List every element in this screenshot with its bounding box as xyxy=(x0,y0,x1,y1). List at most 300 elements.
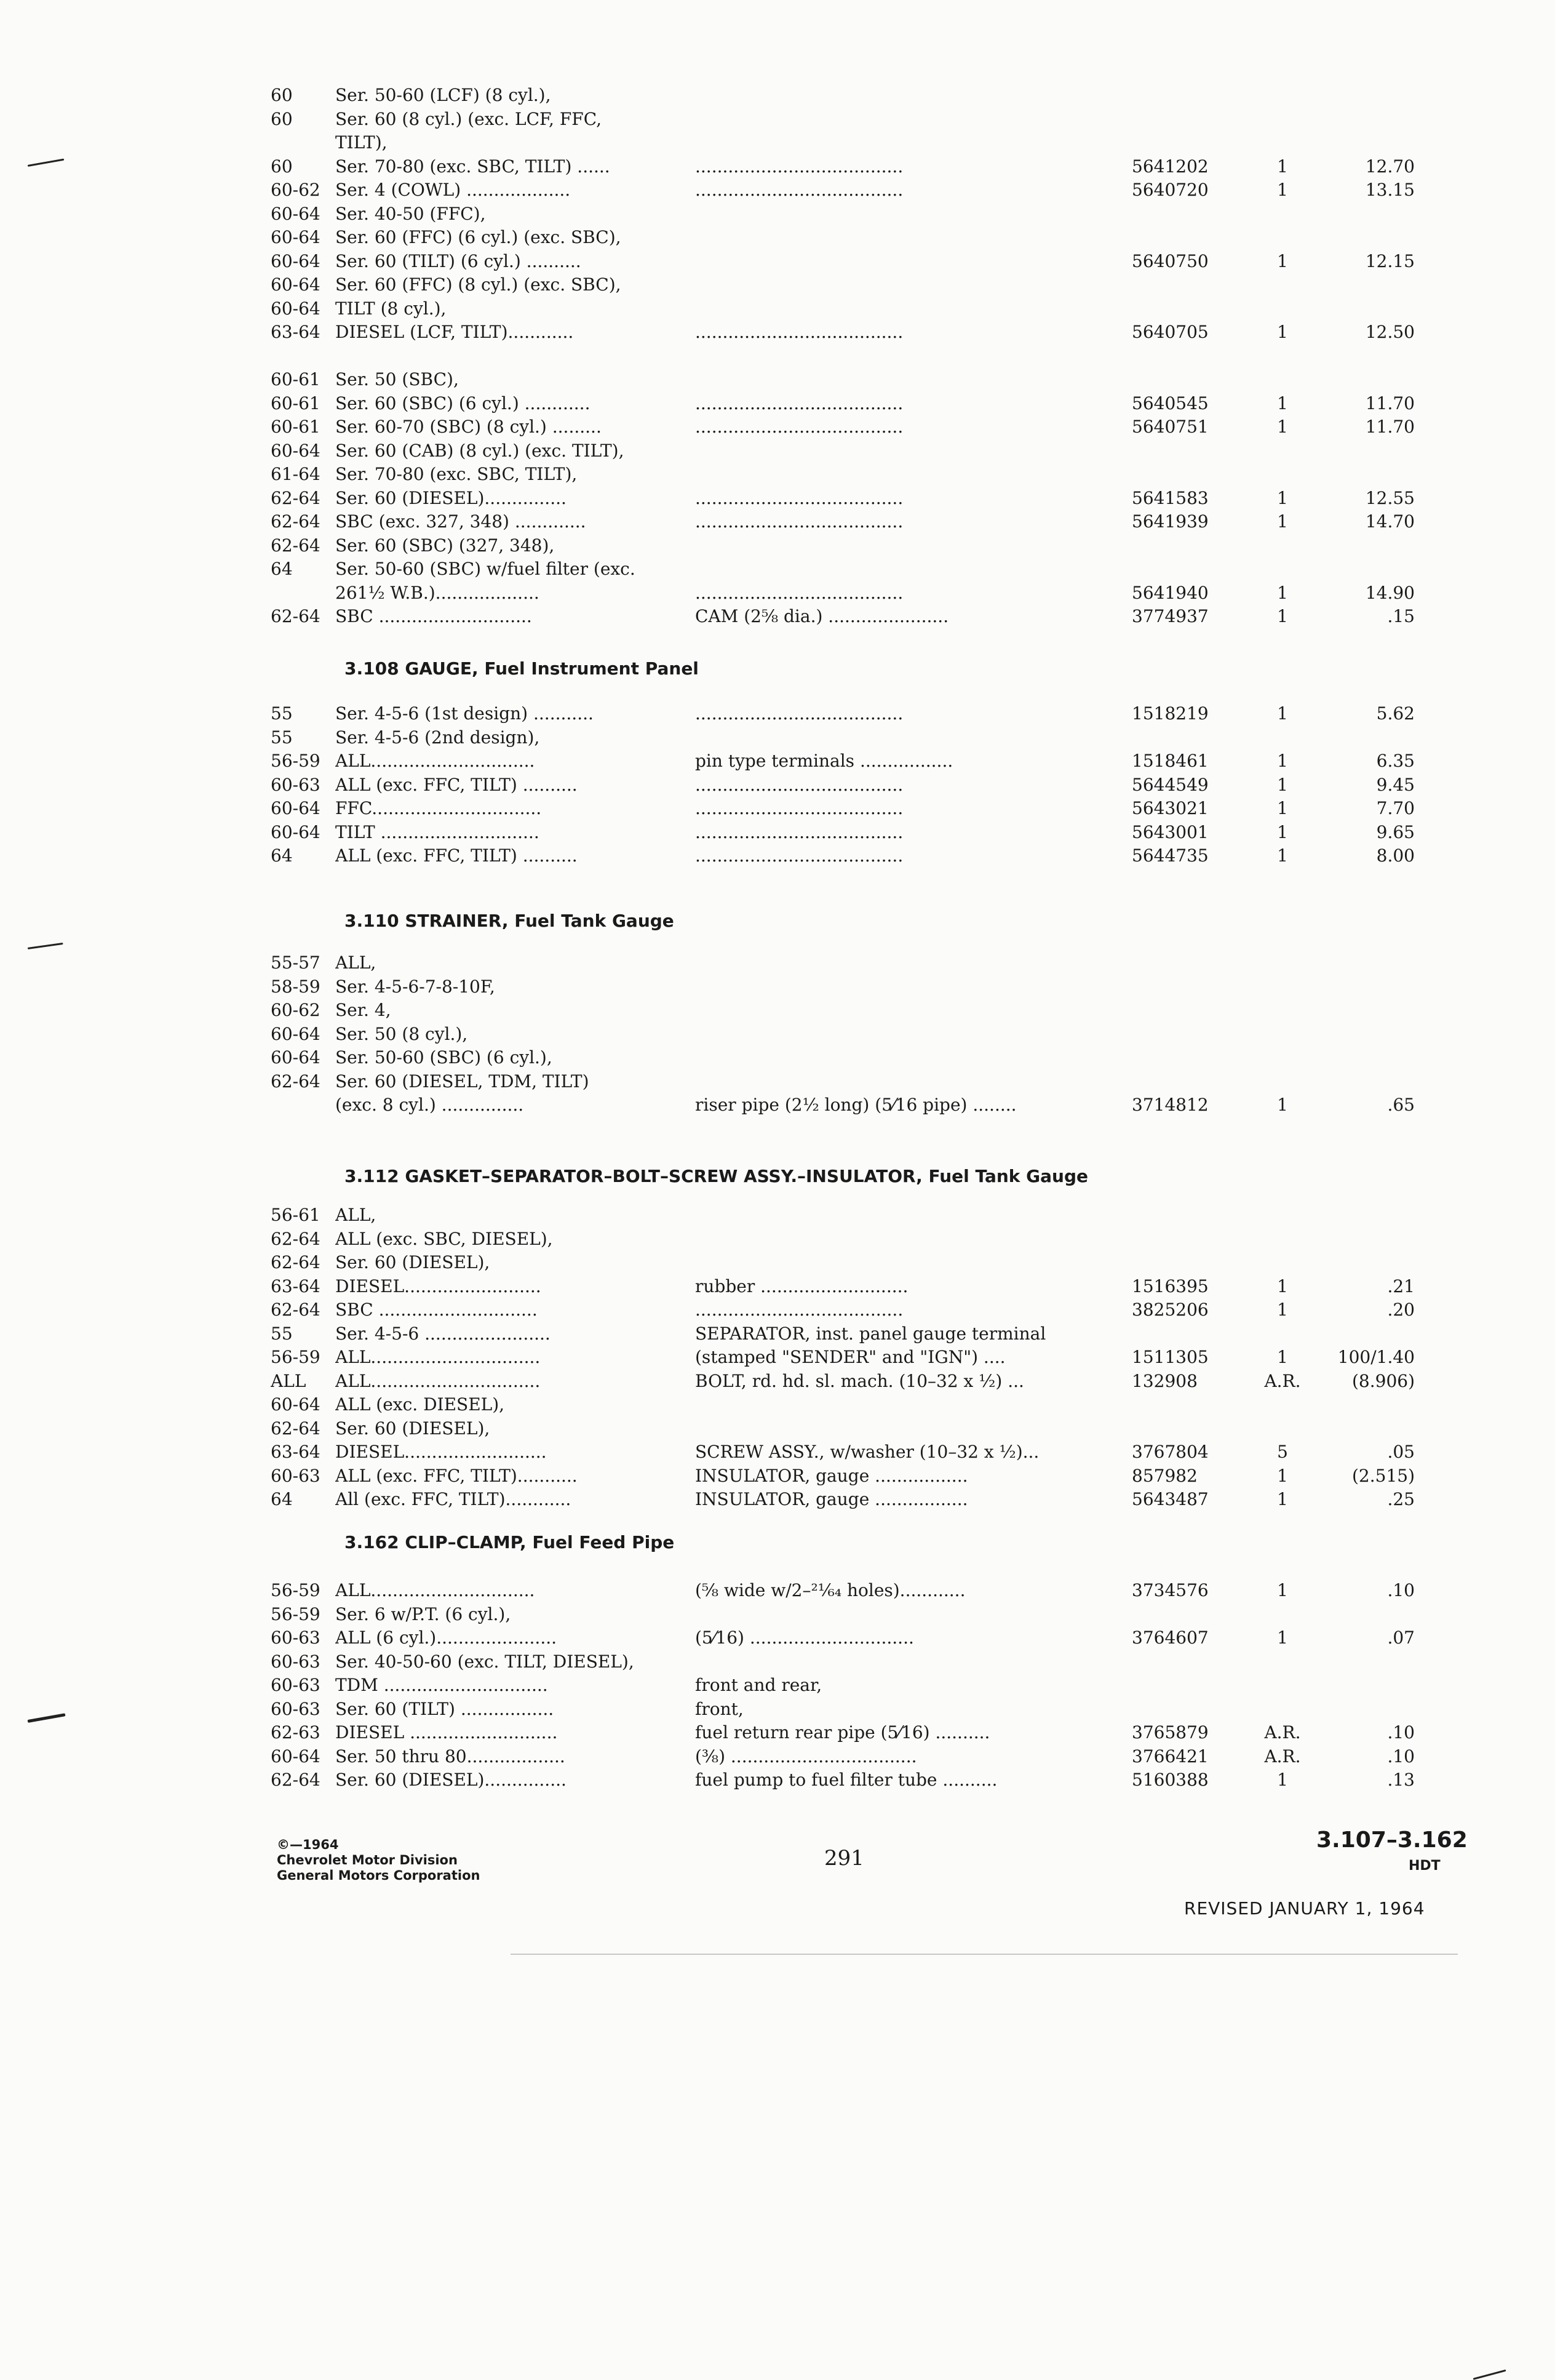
model-application: ALL.............................. xyxy=(335,1580,535,1600)
part-description: CAM (2⅝ dia.) ...................... xyxy=(695,606,949,626)
model-application: SBC (exc. 327, 348) ............. xyxy=(335,511,586,532)
model-application: SBC ............................ xyxy=(335,606,532,626)
catalog-code: HDT xyxy=(1409,1858,1441,1874)
part-number: 5640750 xyxy=(1132,250,1209,271)
model-year: 60-64 xyxy=(271,250,320,271)
model-application: Ser. 40-50-60 (exc. TILT, DIESEL), xyxy=(335,1651,634,1672)
quantity: 1 xyxy=(1277,156,1288,177)
table-row xyxy=(271,415,1415,439)
model-application: Ser. 50-60 (SBC) (6 cyl.), xyxy=(335,1047,552,1068)
model-application: ALL (exc. SBC, DIESEL), xyxy=(335,1228,553,1249)
table-row xyxy=(271,796,1415,821)
price: 12.55 xyxy=(1365,487,1415,508)
price: .13 xyxy=(1387,1770,1415,1790)
price: (2.515) xyxy=(1351,1465,1415,1486)
quantity: 5 xyxy=(1277,1442,1288,1462)
part-number: 5640705 xyxy=(1132,322,1209,342)
part-description: rubber ........................... xyxy=(695,1276,909,1296)
table-row xyxy=(271,820,1415,845)
table-row xyxy=(271,320,1415,345)
model-year: 60-64 xyxy=(271,440,320,461)
part-description: ...................................... xyxy=(695,417,904,437)
model-application: ALL (6 cyl.)...................... xyxy=(335,1627,557,1648)
model-year: 60-63 xyxy=(271,1651,320,1672)
quantity: 1 xyxy=(1277,393,1288,413)
model-year: 63-64 xyxy=(271,1276,320,1296)
price: .07 xyxy=(1387,1627,1415,1648)
model-year: 60-61 xyxy=(271,369,320,389)
table-row xyxy=(271,998,1366,1023)
table-row xyxy=(271,130,1366,155)
table-row xyxy=(271,1720,1415,1745)
part-description: ...................................... xyxy=(695,156,904,177)
part-description: ...................................... xyxy=(695,180,904,200)
quantity: 1 xyxy=(1277,751,1288,771)
table-row xyxy=(271,486,1415,511)
model-application: Ser. 6 w/P.T. (6 cyl.), xyxy=(335,1603,511,1624)
part-number: 5160388 xyxy=(1132,1770,1209,1790)
part-description: SEPARATOR, inst. panel gauge terminal xyxy=(695,1323,1046,1344)
model-application: Ser. 60 (SBC) (327, 348), xyxy=(335,535,555,556)
table-row xyxy=(271,1322,1366,1346)
model-application: ALL, xyxy=(335,1205,376,1225)
model-application: Ser. 40-50 (FFC), xyxy=(335,203,486,224)
model-application: TILT ............................. xyxy=(335,821,539,842)
part-number: 5643001 xyxy=(1132,821,1209,842)
part-description: front, xyxy=(695,1698,744,1719)
part-number: 5640720 xyxy=(1132,180,1209,200)
table-row xyxy=(271,1392,1366,1417)
model-application: ALL (exc. FFC, TILT) .......... xyxy=(335,845,578,866)
price: .20 xyxy=(1387,1300,1415,1320)
model-year: 56-59 xyxy=(271,1580,320,1600)
table-row xyxy=(271,1673,1366,1698)
model-application: Ser. 60-70 (SBC) (8 cyl.) ......... xyxy=(335,417,602,437)
model-year: 56-61 xyxy=(271,1205,320,1225)
model-application: Ser. 4-5-6-7-8-10F, xyxy=(335,976,495,997)
quantity: 1 xyxy=(1277,511,1288,532)
model-year: 60-63 xyxy=(271,1675,320,1695)
part-description: BOLT, rd. hd. sl. mach. (10–32 x ½) ... xyxy=(695,1370,1024,1391)
model-application: ALL.............................. xyxy=(335,751,535,771)
quantity: 1 xyxy=(1277,845,1288,866)
quantity: 1 xyxy=(1277,606,1288,626)
table-row xyxy=(271,1487,1415,1512)
model-year: 62-64 xyxy=(271,1252,320,1272)
model-year: 62-64 xyxy=(271,1770,320,1790)
margin-mark xyxy=(28,943,63,949)
model-year: 55-57 xyxy=(271,952,320,973)
model-application: Ser. 50 (8 cyl.), xyxy=(335,1023,468,1044)
quantity: 1 xyxy=(1277,1095,1288,1115)
part-number: 3765879 xyxy=(1132,1722,1209,1743)
model-year: 60-64 xyxy=(271,798,320,818)
price: .10 xyxy=(1387,1580,1415,1600)
quantity: 1 xyxy=(1277,774,1288,795)
model-year: 55 xyxy=(271,727,293,748)
table-row xyxy=(271,107,1366,132)
model-application: TILT), xyxy=(335,132,388,153)
part-number: 3766421 xyxy=(1132,1746,1209,1767)
table-row xyxy=(271,1203,1366,1228)
model-application: DIESEL.......................... xyxy=(335,1442,547,1462)
copyright: ©—1964 xyxy=(277,1837,339,1852)
table-row xyxy=(271,1045,1366,1070)
model-year: 60-64 xyxy=(271,274,320,295)
model-year: 55 xyxy=(271,703,293,724)
model-application: Ser. 60 (DIESEL, TDM, TILT) xyxy=(335,1071,589,1092)
part-description: (⅝ wide w/2–²¹⁄₆₄ holes)............ xyxy=(695,1580,966,1600)
model-year: 64 xyxy=(271,559,293,579)
part-number: 5641939 xyxy=(1132,511,1209,532)
model-year: 60-63 xyxy=(271,1698,320,1719)
table-row xyxy=(271,1369,1415,1394)
table-row xyxy=(271,749,1415,773)
part-number: 5640751 xyxy=(1132,417,1209,437)
model-year: 60-63 xyxy=(271,1627,320,1648)
price: 14.90 xyxy=(1365,582,1415,603)
model-application: ALL............................... xyxy=(335,1347,541,1367)
price: 7.70 xyxy=(1376,798,1415,818)
part-description: (stamped "SENDER" and "IGN") .... xyxy=(695,1347,1006,1367)
part-description: ...................................... xyxy=(695,582,904,603)
price: 5.62 xyxy=(1376,703,1415,724)
model-year: 60-64 xyxy=(271,227,320,247)
model-application: Ser. 4, xyxy=(335,1000,391,1020)
part-number: 5640545 xyxy=(1132,393,1209,413)
part-description: fuel pump to fuel filter tube .......... xyxy=(695,1770,998,1790)
table-row xyxy=(271,178,1415,202)
quantity: 1 xyxy=(1277,1276,1288,1296)
table-row xyxy=(271,1464,1415,1488)
table-row xyxy=(271,725,1366,750)
model-application: SBC ............................. xyxy=(335,1300,538,1320)
price: 6.35 xyxy=(1376,751,1415,771)
part-description: INSULATOR, gauge ................. xyxy=(695,1465,968,1486)
model-year: 58-59 xyxy=(271,976,320,997)
table-row xyxy=(271,1626,1415,1650)
quantity: 1 xyxy=(1277,798,1288,818)
part-description: INSULATOR, gauge ................. xyxy=(695,1489,968,1509)
price: 11.70 xyxy=(1365,417,1415,437)
table-row xyxy=(271,701,1415,726)
table-row xyxy=(271,1602,1366,1627)
model-year: 64 xyxy=(271,845,293,866)
price: 9.65 xyxy=(1376,821,1415,842)
model-application: Ser. 60 (FFC) (6 cyl.) (exc. SBC), xyxy=(335,227,621,247)
model-year: 63-64 xyxy=(271,1442,320,1462)
price: 100/1.40 xyxy=(1337,1347,1415,1367)
table-row xyxy=(271,83,1366,108)
part-number: 1518219 xyxy=(1132,703,1209,724)
part-description: ...................................... xyxy=(695,774,904,795)
part-number: 1511305 xyxy=(1132,1347,1209,1367)
quantity: 1 xyxy=(1277,1347,1288,1367)
part-number: 5644735 xyxy=(1132,845,1209,866)
model-year: 60-64 xyxy=(271,203,320,224)
table-row xyxy=(271,509,1415,534)
quantity: A.R. xyxy=(1264,1722,1301,1743)
model-application: Ser. 60 (FFC) (8 cyl.) (exc. SBC), xyxy=(335,274,621,295)
model-year: 60-62 xyxy=(271,180,320,200)
part-number: 3767804 xyxy=(1132,1442,1209,1462)
model-year: 60-61 xyxy=(271,393,320,413)
part-number: 5641202 xyxy=(1132,156,1209,177)
model-year: 60 xyxy=(271,156,293,177)
model-year: 60-64 xyxy=(271,1023,320,1044)
model-year: 60-64 xyxy=(271,1047,320,1068)
table-row xyxy=(271,975,1366,999)
model-application: ALL (exc. FFC, TILT) .......... xyxy=(335,774,578,795)
price: 9.45 xyxy=(1376,774,1415,795)
table-row xyxy=(271,297,1366,321)
model-application: Ser. 70-80 (exc. SBC, TILT) ...... xyxy=(335,156,610,177)
table-row xyxy=(271,1650,1366,1674)
price: .15 xyxy=(1387,606,1415,626)
model-application: Ser. 70-80 (exc. SBC, TILT), xyxy=(335,464,578,484)
table-row xyxy=(271,1744,1415,1769)
model-year: 56-59 xyxy=(271,1603,320,1624)
model-application: Ser. 50-60 (LCF) (8 cyl.), xyxy=(335,85,551,105)
part-number: 5643021 xyxy=(1132,798,1209,818)
price: (8.906) xyxy=(1351,1370,1415,1391)
margin-mark xyxy=(28,1713,66,1723)
part-number: 3764607 xyxy=(1132,1627,1209,1648)
price: .25 xyxy=(1387,1489,1415,1509)
table-row xyxy=(271,249,1415,274)
revision-date: REVISED JANUARY 1, 1964 xyxy=(1184,1898,1425,1919)
part-number: 3774937 xyxy=(1132,606,1209,626)
model-application: Ser. 60 (TILT) (6 cyl.) .......... xyxy=(335,250,581,271)
model-year: 62-64 xyxy=(271,535,320,556)
part-description: fuel return rear pipe (5⁄16) .......... xyxy=(695,1722,990,1743)
price: .10 xyxy=(1387,1746,1415,1767)
table-row xyxy=(271,1093,1415,1117)
model-application: Ser. 50 (SBC), xyxy=(335,369,459,389)
table-row xyxy=(271,462,1366,487)
table-row xyxy=(271,1578,1415,1603)
part-description: ...................................... xyxy=(695,821,904,842)
model-year: 60-62 xyxy=(271,1000,320,1020)
model-application: FFC............................... xyxy=(335,798,542,818)
model-year: 60-63 xyxy=(271,774,320,795)
price: .21 xyxy=(1387,1276,1415,1296)
table-row xyxy=(271,1227,1366,1252)
model-application: Ser. 60 (TILT) ................. xyxy=(335,1698,554,1719)
table-row xyxy=(271,773,1415,797)
model-application: 261½ W.B.)................... xyxy=(335,582,539,603)
quantity: 1 xyxy=(1277,487,1288,508)
model-year: 60-61 xyxy=(271,417,320,437)
model-application: Ser. 4 (COWL) ................... xyxy=(335,180,571,200)
table-row xyxy=(271,225,1366,250)
model-application: Ser. 50 thru 80.................. xyxy=(335,1746,565,1767)
table-row xyxy=(271,202,1366,226)
model-application: Ser. 4-5-6 ....................... xyxy=(335,1323,551,1344)
table-row xyxy=(271,1345,1415,1370)
table-row xyxy=(271,557,1366,581)
table-row xyxy=(271,1440,1415,1464)
table-row xyxy=(271,273,1366,297)
publisher-corporation: General Motors Corporation xyxy=(277,1868,480,1883)
model-application: ALL, xyxy=(335,952,376,973)
model-application: Ser. 4-5-6 (1st design) ........... xyxy=(335,703,594,724)
part-number: 132908 xyxy=(1132,1370,1198,1391)
section-heading: 3.108 GAUGE, Fuel Instrument Panel xyxy=(344,658,699,679)
table-row xyxy=(271,154,1415,179)
model-year: 64 xyxy=(271,1489,293,1509)
model-year: 56-59 xyxy=(271,1347,320,1367)
price: .10 xyxy=(1387,1722,1415,1743)
table-row xyxy=(271,1768,1415,1792)
price: .65 xyxy=(1387,1095,1415,1115)
model-application: Ser. 60 (CAB) (8 cyl.) (exc. TILT), xyxy=(335,440,624,461)
rule-line xyxy=(511,1954,1458,1955)
model-application: Ser. 60 (SBC) (6 cyl.) ............ xyxy=(335,393,591,413)
price: .05 xyxy=(1387,1442,1415,1462)
quantity: 1 xyxy=(1277,1580,1288,1600)
table-row xyxy=(271,1022,1366,1047)
table-row xyxy=(271,1274,1415,1299)
quantity: 1 xyxy=(1277,1770,1288,1790)
part-number: 3714812 xyxy=(1132,1095,1209,1115)
model-year: 62-64 xyxy=(271,1228,320,1249)
model-application: DIESEL ........................... xyxy=(335,1722,558,1743)
part-number: 3734576 xyxy=(1132,1580,1209,1600)
table-row xyxy=(271,533,1366,558)
part-description: (5⁄16) .............................. xyxy=(695,1627,914,1648)
model-application: DIESEL......................... xyxy=(335,1276,541,1296)
part-description: SCREW ASSY., w/washer (10–32 x ½)... xyxy=(695,1442,1040,1462)
part-number: 5641583 xyxy=(1132,487,1209,508)
table-row xyxy=(271,604,1415,629)
model-year: 62-63 xyxy=(271,1722,320,1743)
quantity: 1 xyxy=(1277,417,1288,437)
model-application: (exc. 8 cyl.) ............... xyxy=(335,1095,524,1115)
part-description: front and rear, xyxy=(695,1675,822,1695)
part-description: riser pipe (2½ long) (5⁄16 pipe) ........ xyxy=(695,1095,1017,1115)
section-heading: 3.162 CLIP–CLAMP, Fuel Feed Pipe xyxy=(344,1532,675,1552)
part-description: ...................................... xyxy=(695,845,904,866)
section-heading: 3.110 STRAINER, Fuel Tank Gauge xyxy=(344,911,674,931)
part-number: 1516395 xyxy=(1132,1276,1209,1296)
model-year: 62-64 xyxy=(271,1300,320,1320)
model-year: 60-64 xyxy=(271,1394,320,1415)
page-number: 291 xyxy=(824,1846,864,1871)
margin-mark xyxy=(28,159,65,167)
part-description: ...................................... xyxy=(695,798,904,818)
model-year: 55 xyxy=(271,1323,293,1344)
part-description: ...................................... xyxy=(695,322,904,342)
model-year: 62-64 xyxy=(271,606,320,626)
price: 12.50 xyxy=(1365,322,1415,342)
model-year: 62-64 xyxy=(271,1418,320,1439)
part-description: ...................................... xyxy=(695,393,904,413)
price: 13.15 xyxy=(1365,180,1415,200)
model-year: 62-64 xyxy=(271,511,320,532)
part-description: (⅜) .................................. xyxy=(695,1746,917,1767)
model-application: All (exc. FFC, TILT)............ xyxy=(335,1489,571,1509)
quantity: 1 xyxy=(1277,582,1288,603)
section-range: 3.107–3.162 xyxy=(1316,1827,1468,1853)
publisher-division: Chevrolet Motor Division xyxy=(277,1853,458,1867)
table-row xyxy=(271,1298,1415,1322)
quantity: 1 xyxy=(1277,1465,1288,1486)
model-application: Ser. 4-5-6 (2nd design), xyxy=(335,727,540,748)
model-application: ALL (exc. FFC, TILT)........... xyxy=(335,1465,578,1486)
part-number: 3825206 xyxy=(1132,1300,1209,1320)
model-year: 60 xyxy=(271,85,293,105)
model-application: Ser. 60 (DIESEL)............... xyxy=(335,487,567,508)
table-row xyxy=(271,1697,1366,1722)
part-number: 1518461 xyxy=(1132,751,1209,771)
quantity: 1 xyxy=(1277,821,1288,842)
quantity: 1 xyxy=(1277,180,1288,200)
model-application: Ser. 60 (DIESEL), xyxy=(335,1418,490,1439)
model-application: Ser. 50-60 (SBC) w/fuel filter (exc. xyxy=(335,559,635,579)
part-description: pin type terminals ................. xyxy=(695,751,953,771)
model-application: TILT (8 cyl.), xyxy=(335,298,447,319)
table-row xyxy=(271,844,1415,868)
part-description: ...................................... xyxy=(695,487,904,508)
price: 12.15 xyxy=(1365,250,1415,271)
model-application: Ser. 60 (8 cyl.) (exc. LCF, FFC, xyxy=(335,108,602,129)
section-heading: 3.112 GASKET–SEPARATOR–BOLT–SCREW ASSY.–INSULATOR, Fuel Tank Gauge xyxy=(344,1166,1088,1186)
model-application: ALL............................... xyxy=(335,1370,541,1391)
model-year: 60 xyxy=(271,108,293,129)
part-number: 5644549 xyxy=(1132,774,1209,795)
quantity: 1 xyxy=(1277,1300,1288,1320)
part-description: ...................................... xyxy=(695,511,904,532)
table-row xyxy=(271,439,1366,463)
table-row xyxy=(271,581,1415,605)
part-number: 857982 xyxy=(1132,1465,1198,1486)
model-year: 60-64 xyxy=(271,1746,320,1767)
table-row xyxy=(271,1416,1366,1441)
table-row xyxy=(271,344,1366,369)
model-year: 62-64 xyxy=(271,1071,320,1092)
price: 14.70 xyxy=(1365,511,1415,532)
model-year: 56-59 xyxy=(271,751,320,771)
quantity: 1 xyxy=(1277,250,1288,271)
model-year: 63-64 xyxy=(271,322,320,342)
quantity: A.R. xyxy=(1264,1746,1301,1767)
part-description: ...................................... xyxy=(695,1300,904,1320)
table-row xyxy=(271,391,1415,416)
model-application: TDM .............................. xyxy=(335,1675,548,1695)
quantity: 1 xyxy=(1277,703,1288,724)
table-row xyxy=(271,1250,1366,1275)
model-application: DIESEL (LCF, TILT)............ xyxy=(335,322,574,342)
model-application: ALL (exc. DIESEL), xyxy=(335,1394,505,1415)
part-number: 5643487 xyxy=(1132,1489,1209,1509)
model-application: Ser. 60 (DIESEL), xyxy=(335,1252,490,1272)
quantity: 1 xyxy=(1277,1627,1288,1648)
model-year: 60-64 xyxy=(271,821,320,842)
table-row xyxy=(271,951,1366,975)
model-application: Ser. 60 (DIESEL)............... xyxy=(335,1770,567,1790)
model-year: 61-64 xyxy=(271,464,320,484)
quantity: 1 xyxy=(1277,322,1288,342)
quantity: 1 xyxy=(1277,1489,1288,1509)
table-row xyxy=(271,1069,1366,1094)
part-description: ...................................... xyxy=(695,703,904,724)
quantity: A.R. xyxy=(1264,1370,1301,1391)
model-year: ALL xyxy=(271,1370,306,1391)
price: 11.70 xyxy=(1365,393,1415,413)
table-row xyxy=(271,367,1366,392)
model-year: 60-64 xyxy=(271,298,320,319)
